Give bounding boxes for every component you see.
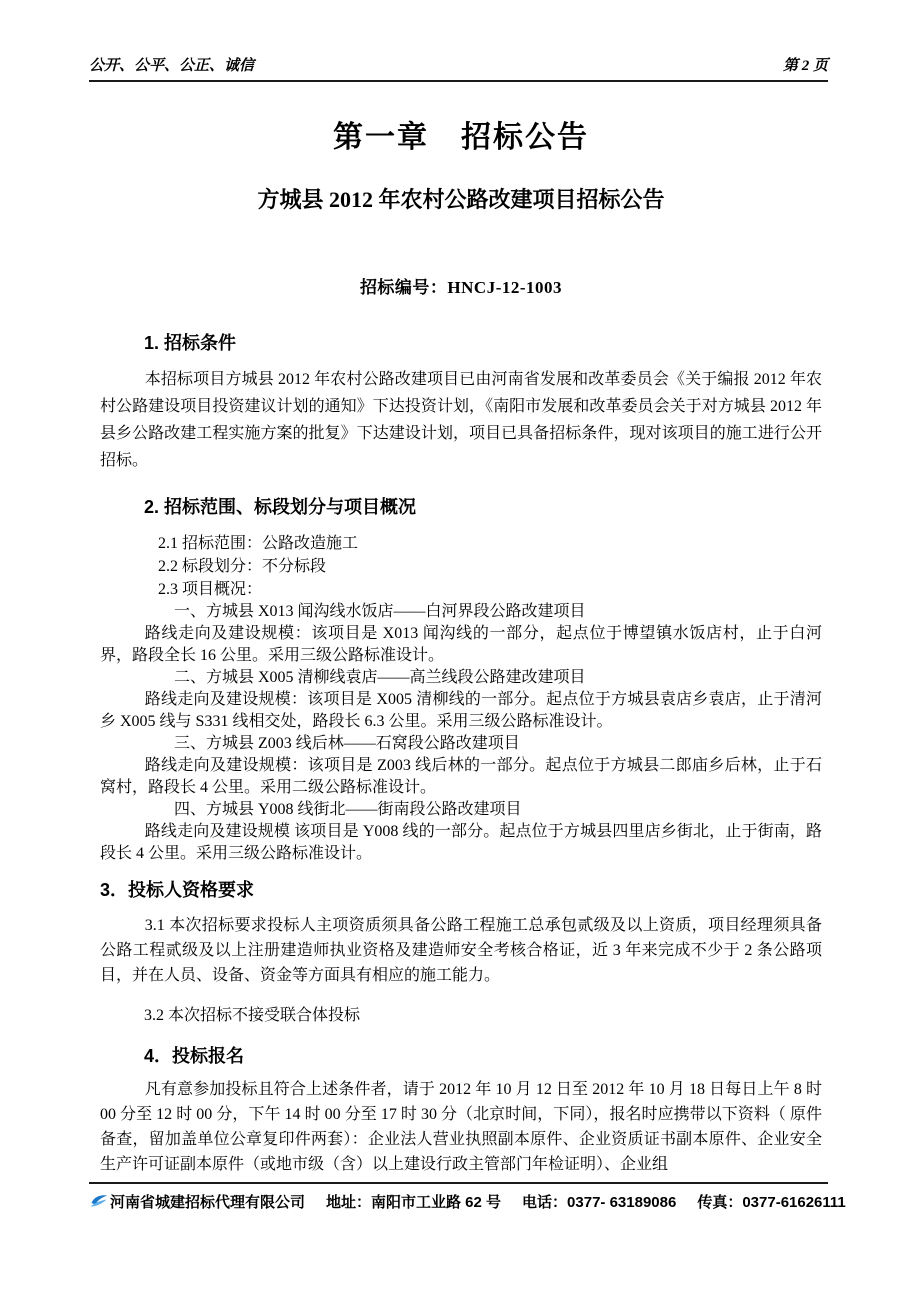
doc-title: 方城县 2012 年农村公路改建项目招标公告 xyxy=(257,187,665,212)
section-3-paragraph: 3.1 本次招标要求投标人主项资质须具备公路工程施工总承包贰级及以上资质，项目经理须具备公路工程贰级及以上注册建造师执业资格及建造师安全考核合格证，近 3 年来完成不少于 2 条公路项目，并在人员、设备、资金等方面具有相应的施工能力。 xyxy=(100,917,822,984)
page-footer xyxy=(89,1182,846,1212)
project-desc: 路线走向及建设规模：该项目是 X013 闻沟线的一部分，起点位于博望镇水饭店村，止于白河界，路段全长 16 公里。采用三级公路标准设计。 xyxy=(100,625,822,664)
project-desc: 路线走向及建设规模：该项目是 X005 清柳线的一部分。起点位于方城县袁店乡袁店，止于清河乡 X005 线与 S331 线相交处，路段长 6.3 公里。采用三级公路标准设计。 xyxy=(100,691,822,730)
document-body xyxy=(100,0,822,1177)
project-title: 一、方城县 X013 闻沟线水饭店——白河界段公路改建项目 xyxy=(174,603,586,620)
project-title: 四、方城县 Y008 线街北——街南段公路改建项目 xyxy=(174,801,522,818)
section-3-subclause: 3.2 本次招标不接受联合体投标 xyxy=(144,1007,361,1024)
project-desc: 路线走向及建设规模 该项目是 Y008 线的一部分。起点位于方城县四里店乡街北，止于街南，路段长 4 公里。采用三级公路标准设计。 xyxy=(100,823,822,862)
footer-phone: 电话：0377- 63189086 xyxy=(522,1194,677,1211)
section-1-paragraph: 本招标项目方城县 2012 年农村公路改建项目已由河南省发展和改革委员会《关于编报 2012 年农村公路建设项目投资建议计划的通知》下达投资计划，《南阳市发展和改革委员会关于对方城县 2012 年县乡公路改建工程实施方案的批复》下达建设计划，项目已具备招标条件，现对该项目的施工进行公开招标。 xyxy=(100,371,822,469)
section-3-heading: 3．投标人资格要求 xyxy=(100,880,255,900)
footer-company: 河南省城建招标代理有限公司 xyxy=(110,1194,306,1211)
header-motto: 公开、公平、公正、诚信 xyxy=(89,58,255,74)
header-page-number: 第 2 页 xyxy=(782,58,828,74)
company-swoosh-logo-icon xyxy=(89,1194,108,1210)
project-title: 二、方城县 X005 清柳线袁店——高兰线段公路建改建项目 xyxy=(174,669,586,686)
project-title: 三、方城县 Z003 线后林——石窝段公路改建项目 xyxy=(174,735,520,752)
scope-item: 2.1 招标范围：公路改造施工 xyxy=(158,535,359,552)
footer-address: 地址：南阳市工业路 62 号 xyxy=(326,1194,502,1211)
section-2-heading: 2. 招标范围、标段划分与项目概况 xyxy=(144,497,417,517)
section-4-heading: 4．投标报名 xyxy=(144,1046,245,1066)
project-list xyxy=(100,601,822,865)
footer-fax: 传真：0377-61626111 xyxy=(697,1194,846,1211)
scope-item: 2.2 标段划分：不分标段 xyxy=(158,558,327,575)
tender-number: 招标编号：HNCJ-12-1003 xyxy=(359,278,563,297)
project-desc: 路线走向及建设规模：该项目是 Z003 线后林的一部分。起点位于方城县二郎庙乡后林，止于石窝村，路段长 4 公里。采用二级公路标准设计。 xyxy=(100,757,822,796)
section-1-heading: 1. 招标条件 xyxy=(144,333,237,353)
section-2-list xyxy=(158,532,822,601)
chapter-title: 第一章 招标公告 xyxy=(333,121,589,154)
section-4-paragraph: 凡有意参加投标且符合上述条件者，请于 2012 年 10 月 12 日至 2012 年 10 月 18 日每日上午 8 时 00 分至 12 时 00 分，下午 14 时 00 分至 17 时 30 分（北京时间，下同），报名时应携带以下资料（ 原件备查，留加盖单位公章复印件两套）：企业法人营业执照副本原件、企业资质证书副本原件、企业安全生产许可证副本原件（或地市级（含）以上建设行政主管部门年检证明）、企业组 xyxy=(100,1081,822,1173)
scope-item: 2.3 项目概况： xyxy=(158,581,263,598)
